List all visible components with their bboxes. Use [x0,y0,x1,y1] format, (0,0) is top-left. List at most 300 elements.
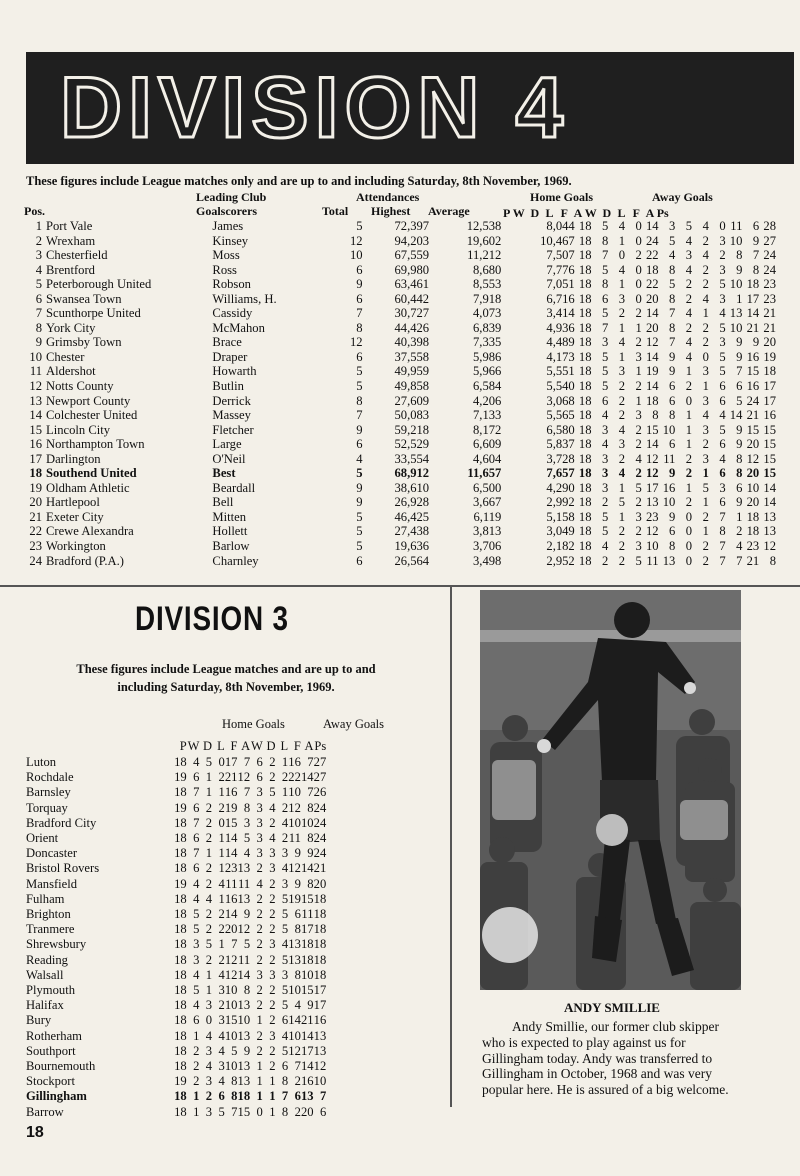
stat-cell: 6 [294,907,301,922]
stat-cell: 15 [224,815,238,830]
stat-cell: 9 [307,846,314,861]
header-pos: Pos. [24,204,45,218]
stat-cell: 7 [736,364,743,379]
stat-cell: 8 [736,466,743,481]
table-row [26,1074,326,1089]
stat-cell: 3 [256,800,263,815]
stat-cell: 8 [307,831,314,846]
stat-cell: 20 [763,335,776,350]
attendance-average: 5,158 [546,509,575,524]
attendance-highest: 11,657 [467,466,502,481]
stat-cell: 9 [736,335,743,350]
goals: 9 [356,277,363,292]
stat-cell: 24 [313,831,327,846]
stat-cell: 2 [702,553,709,568]
stat-cell: 14 [237,967,251,982]
stat-cell: 2 [719,248,726,263]
stat-cell: 10 [662,422,676,437]
table-row [26,892,326,907]
stat-cell: 1 [218,785,225,800]
club-name: Workington [46,539,106,554]
stat-cell: 1 [205,983,213,998]
attendance-total: 69,980 [394,262,430,277]
club-name: Barnsley [26,785,71,800]
stat-cell: 1 [218,937,225,952]
stat-cell: 13 [288,952,301,967]
stat-cell: 3 [719,262,726,277]
attendance-total: 38,610 [394,480,430,495]
club-cell [26,408,212,423]
goalscorer: James [212,219,244,233]
stat-cell: 3 [702,364,709,379]
attendance-average: 4,290 [546,480,575,495]
stat-cell: 6 [256,770,263,785]
attendance-highest: 5,966 [473,364,502,379]
table-row [26,379,776,394]
club-cell [26,248,212,263]
stat-cell: 2 [269,983,276,998]
stat-cell: 18 [578,539,592,554]
position: 12 [29,379,42,394]
stat-cell: 1 [635,320,642,335]
stat-cell: 17 [224,755,238,769]
club-name: Bradford (P.A.) [46,553,124,568]
stat-cell: 19 [174,876,187,891]
stat-cell: 3 [702,393,709,408]
stat-cell: 2 [618,393,626,408]
stat-cell: 5 [281,998,289,1013]
attendance-highest: 19,602 [466,233,502,248]
stat-cell: 12 [746,451,760,466]
stat-cell: 7 [669,335,676,350]
table-row [26,539,776,554]
attendance-highest: 7,918 [473,291,502,306]
stat-cell: 11 [288,831,301,846]
stat-cell: 4 [193,755,200,769]
attendance-highest: 11,212 [467,248,502,263]
stat-cell: 1 [702,495,709,510]
stat-cell: 2 [218,770,225,785]
club-cell [26,219,212,234]
stat-cell: 10 [224,998,238,1013]
stat-cell: 5 [243,937,251,952]
table-row [26,423,776,438]
stat-cell: 4 [218,1028,225,1043]
stat-cell: 5 [685,219,693,233]
stat-cell: 5 [281,891,289,906]
stat-cell: 18 [300,937,314,952]
division-3-note-line-1: These figures include League matches and are up to and [76,662,376,676]
stat-cell: 5 [601,524,609,539]
div3-header-col-9: F [293,739,301,753]
stat-cell: 5 [736,393,743,408]
stat-cell: 13 [300,1089,314,1104]
attendance-average: 4,936 [546,320,575,335]
goals: 5 [356,364,363,379]
div3-header-col-0: P [179,739,187,753]
stat-cell: 18 [174,937,187,952]
club-cell [26,263,212,278]
stat-cell: 18 [174,785,187,800]
club-name: Crewe Alexandra [46,524,134,539]
attendance-highest: 5,986 [473,349,502,364]
stat-cell: 5 [243,831,251,846]
club-name: Luton [26,755,57,769]
stat-cell: 2 [256,983,263,998]
attendance-total: 72,397 [394,219,430,233]
stat-cell: 6 [294,1089,301,1104]
stat-cell: 15 [763,437,776,452]
stat-cell: 10 [729,277,743,292]
table-row [26,394,776,409]
stat-cell: 16 [763,408,776,423]
stat-cell: 3 [685,248,693,263]
table-row [26,1029,326,1044]
stat-cell: 12 [645,524,659,539]
stat-cell: 8 [307,876,314,891]
division-3-table [26,755,326,1120]
stat-cell: 18 [313,952,327,967]
attendance-average: 3,414 [546,306,575,321]
stat-cell: 2 [635,248,642,263]
stat-cell: 7 [601,320,609,335]
club-cell [26,554,212,569]
position: 16 [29,437,42,452]
stat-cell: 10 [300,815,314,830]
stat-cell: 28 [763,219,776,233]
club-name: Plymouth [26,983,75,998]
stat-cell: 3 [218,983,225,998]
stat-cell: 7 [719,553,726,568]
header-total: Total [322,204,349,218]
stat-cell: 3 [719,335,726,350]
stat-cell: 4 [618,422,626,437]
stat-cell: 2 [218,922,225,937]
goals: 10 [349,248,363,263]
stat-cell: 2 [218,952,225,967]
attendance-highest: 8,680 [473,262,502,277]
stat-cell: 6 [319,1104,327,1119]
stat-cell: 8 [669,539,676,554]
stat-cell: 5 [281,907,289,922]
stat-cell: 22 [645,277,659,292]
stat-cell: 23 [746,539,760,554]
stat-cell: 9 [736,422,743,437]
stat-cell: 3 [281,967,289,982]
goalscorer: Moss [212,248,240,263]
stat-cell: 3 [269,967,276,982]
attendance-total: 26,564 [394,553,430,568]
attendance-total: 44,426 [394,320,430,335]
stat-cell: 14 [300,861,314,876]
club-name: Newport County [46,393,131,408]
attendance-highest: 3,706 [473,539,502,554]
stat-cell: 8 [294,967,301,982]
stat-cell: 18 [746,277,760,292]
stat-cell: 18 [174,983,187,998]
goals: 5 [356,219,363,233]
stat-cell: 18 [578,553,592,568]
stat-cell: 10 [729,233,743,248]
club-name: Colchester United [46,408,138,423]
stat-cell: 5 [601,509,609,524]
stat-cell: 19 [288,891,301,906]
club-name: Tranmere [26,922,75,937]
stat-cell: 7 [752,248,760,263]
stat-cell: 10 [288,983,301,998]
stat-cell: 2 [702,320,709,335]
position: 23 [29,539,42,554]
stat-cell: 14 [763,480,776,495]
stat-cell: 18 [578,291,592,306]
stat-cell: 2 [205,952,213,967]
stat-cell: 13 [662,553,676,568]
position: 10 [29,349,42,364]
stat-cell: 2 [294,1074,301,1089]
stat-cell: 18 [313,891,327,906]
stat-cell: 7 [669,306,676,321]
stat-cell: 3 [281,876,289,891]
goalscorer: Charnley [212,553,259,568]
stat-cell: 2 [635,495,642,510]
table-row [26,408,776,423]
attendance-average: 4,173 [546,349,575,364]
table-row [26,877,326,892]
club-cell [26,510,212,525]
stat-cell: 1 [685,422,693,437]
attendance-highest: 4,604 [473,451,502,466]
club-name: Reading [26,952,68,967]
stat-cell: 18 [578,233,592,248]
stat-cell: 20 [313,876,327,891]
stat-cell: 14 [645,379,659,394]
stat-cell: 3 [205,998,213,1013]
stat-cell: 2 [685,320,693,335]
attendance-highest: 8,553 [473,277,502,292]
club-cell [26,335,212,350]
stat-cell: 9 [736,495,743,510]
club-name: Brighton [26,907,71,922]
stat-cell: 3 [256,831,263,846]
club-cell [26,539,212,554]
stat-cell: 18 [174,1028,187,1043]
div3-header-col-11: Ps [314,739,327,753]
stat-cell: 18 [578,248,592,263]
attendance-total: 19,636 [394,539,430,554]
stat-cell: 15 [224,1013,238,1028]
stat-cell: 16 [224,785,238,800]
attendance-highest: 7,133 [473,408,502,423]
stat-cell: 12 [224,967,238,982]
stat-cell: 3 [269,937,276,952]
club-name: Brentford [46,262,95,277]
stat-cell: 13 [645,495,659,510]
attendance-highest: 3,667 [473,495,502,510]
stat-cell: 2 [256,922,263,937]
table-row [26,364,776,379]
goals: 5 [356,539,363,554]
stat-cell: 12 [237,922,251,937]
division-3-note-line-2: including Saturday, 8th November, 1969. [117,680,335,694]
stat-cell: 14 [224,831,238,846]
stat-cell: 7 [307,755,314,769]
stat-cell: 2 [618,306,626,321]
club-name: Bournemouth [26,1059,96,1074]
table-row [26,861,326,876]
stat-cell: 9 [294,846,301,861]
stat-cell: 3 [719,480,726,495]
stat-cell: 1 [193,1028,200,1043]
stat-cell: 18 [578,422,592,437]
attendance-highest: 7,335 [473,335,502,350]
table-row [26,248,776,263]
stat-cell: 3 [618,364,626,379]
stat-cell: 16 [288,755,301,769]
stat-cell: 2 [685,277,693,292]
stat-cell: 8 [769,553,776,568]
stat-cell: 3 [601,480,609,495]
table-row [26,922,326,937]
stat-cell: 10 [313,1074,327,1089]
stat-cell: 4 [193,876,200,891]
club-name: Bristol Rovers [26,861,100,876]
stat-cell: 2 [635,466,642,481]
stat-cell: 12 [288,861,301,876]
stat-cell: 17 [763,393,776,408]
goalscorer: Hollett [212,524,248,539]
stat-cell: 12 [237,770,251,785]
stat-cell: 2 [218,998,225,1013]
goals: 4 [356,451,363,466]
stat-cell: 9 [736,262,743,277]
stat-cell: 4 [685,306,693,321]
stat-cell: 9 [669,509,676,524]
goalscorer: Butlin [212,379,244,394]
stat-cell: 18 [313,922,327,937]
stat-cell: 1 [281,785,289,800]
club-name: York City [46,320,96,335]
stat-cell: 9 [736,349,743,364]
club-cell [26,350,212,365]
stat-cell: 1 [205,770,213,785]
stat-cell: 3 [218,1013,225,1028]
stat-cell: 1 [736,291,743,306]
stat-cell: 6 [736,379,743,394]
goalscorer: Bell [212,495,234,510]
division-4-table [26,219,776,568]
stat-cell: 4 [205,1059,213,1074]
div3-header-home-goals: Home Goals [222,717,285,731]
attendance-average: 5,837 [546,437,575,452]
header-away-goals: Away Goals [652,190,713,204]
club-name: Stockport [26,1074,75,1089]
stat-cell: 21 [763,306,776,321]
position: 11 [29,364,42,379]
table-row [26,1013,326,1028]
stat-cell: 2 [702,539,709,554]
stat-cell: 14 [645,437,659,452]
attendance-average: 4,489 [546,335,575,350]
stat-cell: 6 [719,393,726,408]
stat-cell: 21 [746,553,760,568]
table-row [26,263,776,278]
stat-cell: 2 [205,907,213,922]
stat-cell: 10 [224,983,238,998]
stat-cell: 5 [218,1104,225,1119]
stat-cell: 3 [601,335,609,350]
stat-cell: 18 [578,335,592,350]
stat-cell: 2 [269,755,276,769]
stat-cell: 1 [205,785,213,800]
club-cell [26,292,212,307]
stat-cell: 4 [618,219,626,233]
div3-header-away-goals: Away Goals [323,717,384,731]
stat-cell: 13 [237,891,251,906]
goalscorer: Derrick [212,393,251,408]
stat-cell: 2 [256,907,263,922]
stat-cell: 4 [618,335,626,350]
stat-cell: 0 [635,277,642,292]
attendance-average: 10,467 [540,233,575,248]
attendance-total: 68,912 [394,466,430,481]
stat-cell: 2 [256,998,263,1013]
stat-cell: 7 [243,755,251,769]
stat-cell: 11 [646,553,659,568]
stat-cell: 19 [224,800,238,815]
goalscorer: Williams, H. [212,291,277,306]
stat-cell: 23 [763,277,776,292]
stat-cell: 24 [313,815,327,830]
stat-cell: 0 [618,248,626,263]
stat-cell: 2 [218,800,225,815]
photo-caption-text: Andy Smillie, our former club skipper who is expected to play against us for Gillingham today. Andy was transferred to Gillingham in October, 1968 and was very popular here. He is assured of a big welcome. [482,1019,729,1098]
table-row [26,968,326,983]
stat-cell: 5 [281,922,289,937]
stat-cell: 18 [174,831,187,846]
position: 21 [29,509,42,524]
attendance-average: 7,657 [546,466,575,481]
stat-cell: 1 [269,1104,276,1119]
club-name: Halifax [26,998,64,1013]
club-name: Mansfield [26,876,78,891]
club-name: Orient [26,831,59,846]
goals: 6 [356,262,363,277]
stat-cell: 8 [601,277,609,292]
stat-cell: 2 [269,907,276,922]
div3-header-stat-columns [174,737,326,755]
stat-cell: 10 [729,320,743,335]
stat-cell: 13 [237,1028,251,1043]
stat-cell: 7 [736,553,743,568]
stat-cell: 20 [746,437,760,452]
header-col-6: W [584,206,597,220]
stat-cell: 18 [174,755,187,769]
goalscorer: Massey [212,408,251,423]
stat-cell: 13 [237,861,251,876]
stat-cell: 5 [281,952,289,967]
stat-cell: 14 [645,306,659,321]
stat-cell: 18 [645,393,659,408]
table-row [26,983,326,998]
stat-cell: 2 [618,539,626,554]
club-cell [26,234,212,249]
stat-cell: 14 [763,495,776,510]
stat-cell: 9 [669,466,676,481]
stat-cell: 1 [256,1089,263,1104]
stat-cell: 14 [300,1059,314,1074]
stat-cell: 4 [218,1043,225,1058]
stat-cell: 2 [685,379,693,394]
